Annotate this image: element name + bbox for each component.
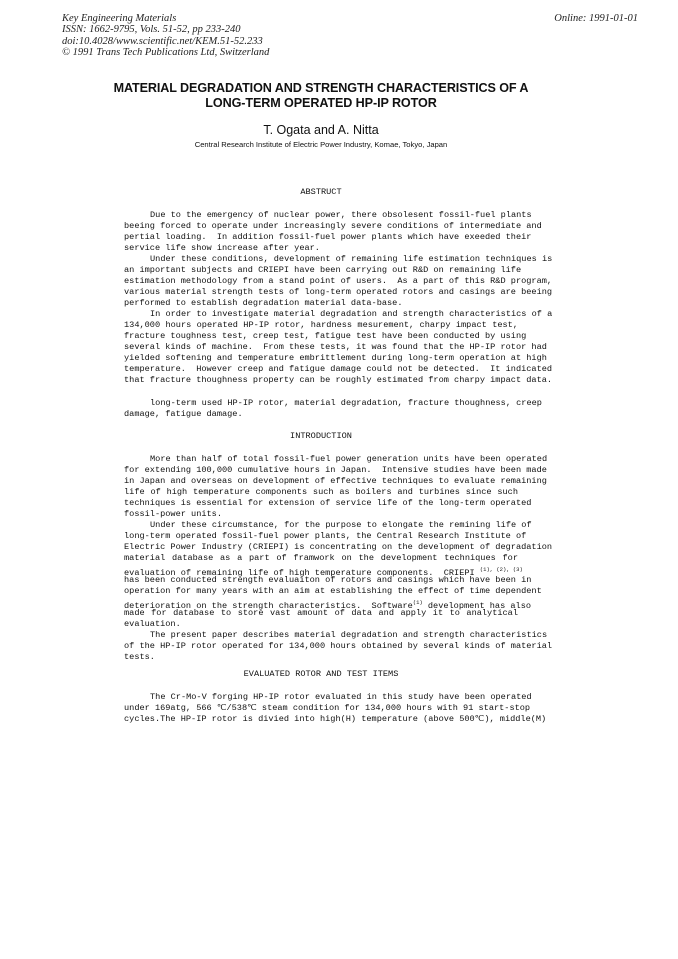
text-line: beeing forced to operate under increasingly severe conditions of intermediate and bbox=[124, 221, 542, 232]
text-line: that fracture thoughness property can be roughly estimated from charpy impact data. bbox=[124, 375, 553, 386]
citation-refs: (1), (2), (3) bbox=[479, 566, 523, 574]
doi: doi:10.4028/www.scientific.net/KEM.51-52.233 bbox=[62, 35, 263, 47]
text-line: material database as a part of framwork on the development techniques for bbox=[124, 553, 518, 564]
text-line: tests. bbox=[124, 652, 155, 663]
text-line: The Cr-Mo-V forging HP-IP rotor evaluated in this study have been operated bbox=[150, 692, 532, 702]
text-line: In order to investigate material degradation and strength characteristics of a bbox=[150, 309, 553, 319]
text-line: made for database to store vast amount of data and apply it to analytical bbox=[124, 608, 518, 619]
text-line: Under these conditions, development of remaining life estimation techniques is bbox=[150, 254, 553, 264]
online-date: Online: 1991-01-01 bbox=[554, 13, 638, 24]
text-line: has been conducted strength evaluaiton of rotors and casings which have been in bbox=[124, 575, 532, 586]
text-fragment: evaluation of remaining life of high temperature components. CRIEPI bbox=[124, 568, 475, 579]
text-line: More than half of total fossil-fuel power generation units have been operated bbox=[150, 454, 548, 464]
text-line: performed to establish degradation material data-base. bbox=[124, 298, 403, 309]
text-line: estimation methodology from a stand point of users. As a part of this R&D program, bbox=[124, 276, 553, 287]
paper-title bbox=[0, 81, 642, 111]
title-line-1: MATERIAL DEGRADATION AND STRENGTH CHARACTERISTICS OF A bbox=[113, 81, 529, 95]
affiliation: Central Research Institute of Electric Power Industry, Komae, Tokyo, Japan bbox=[194, 140, 448, 149]
text-line: Under these circumstance, for the purpose to elongate the remining life of bbox=[150, 520, 532, 530]
text-line: Electric Power Industry (CRIEPI) is concentrating on the development of degradation bbox=[124, 542, 553, 553]
introduction-paragraph-1 bbox=[124, 454, 548, 520]
text-line: yielded softening and temperature embrittlement during long-term operation at high bbox=[124, 353, 547, 364]
introduction-paragraph-2 bbox=[124, 520, 553, 630]
evaluated-paragraph-1 bbox=[124, 692, 547, 725]
text-line: life of high temperature components such as boilers and turbines since such bbox=[124, 487, 518, 498]
text-line: several kinds of machine. From these tests, it was found that the HP-IP rotor had bbox=[124, 342, 547, 353]
text-line: long-term operated fossil-fuel power plants, the Central Research Institute of bbox=[124, 531, 527, 542]
title-line-2: LONG-TERM OPERATED HP-IP ROTOR bbox=[205, 96, 437, 110]
text-line: cycles.The HP-IP rotor is divied into high(H) temperature (above 500℃), middle(M) bbox=[124, 714, 547, 725]
text-line: The present paper describes material degradation and strength characteristics bbox=[150, 630, 548, 640]
text-line: service life show increase after year. bbox=[124, 243, 320, 254]
publication-metadata bbox=[62, 13, 269, 59]
text-line: for extending 100,000 cumulative hours in Japan. Intensive studies have been made bbox=[124, 465, 547, 476]
text-line: fossil-power units. bbox=[124, 509, 222, 520]
introduction-paragraph-3 bbox=[124, 630, 553, 663]
text-fragment: deterioration on the strength characteristics. Software bbox=[124, 601, 413, 612]
citation-ref: (1) bbox=[412, 599, 423, 607]
keywords bbox=[124, 398, 542, 420]
introduction-heading: INTRODUCTION bbox=[290, 431, 352, 441]
text-line: Due to the emergency of nuclear power, there obsolesent fossil-fuel plants bbox=[150, 210, 532, 220]
text-line: various material strength tests of long-term operated rotors and casings are beeing bbox=[124, 287, 553, 298]
abstract-heading: ABSTRUCT bbox=[300, 187, 342, 197]
copyright: © 1991 Trans Tech Publications Ltd, Switzerland bbox=[62, 47, 270, 59]
abstract-paragraph-2 bbox=[124, 254, 553, 309]
journal-name: Key Engineering Materials bbox=[62, 13, 177, 24]
evaluated-heading: EVALUATED ROTOR AND TEST ITEMS bbox=[243, 669, 399, 679]
text-line bbox=[124, 597, 532, 612]
text-line: under 169atg, 566 ℃/538℃ steam condition for 134,000 hours with 91 start-stop bbox=[124, 703, 531, 714]
text-line: in Japan and overseas on development of effective techniques to evaluate remaining bbox=[124, 476, 547, 487]
text-line: pertial loading. In addition fossil-fuel power plants which have exeeded their bbox=[124, 232, 532, 243]
abstract-paragraph-1 bbox=[124, 210, 542, 254]
text-line: of the HP-IP rotor operated for 134,000 hours obtained by several kinds of material bbox=[124, 641, 553, 652]
text-line: 134,000 hours operated HP-IP rotor, hardness mesurement, charpy impact test, bbox=[124, 320, 518, 331]
text-line: evaluation. bbox=[124, 619, 181, 630]
text-line: damage, fatigue damage. bbox=[124, 409, 243, 420]
abstract-paragraph-3 bbox=[124, 309, 553, 386]
authors: T. Ogata and A. Nitta bbox=[263, 123, 379, 137]
text-line: temperature. However creep and fatigue damage could not be detected. It indicated bbox=[124, 364, 553, 375]
text-fragment: development has also bbox=[422, 601, 532, 612]
text-line: operation for many years with an aim at establishing the effect of time dependent bbox=[124, 586, 542, 597]
text-line bbox=[124, 564, 523, 579]
text-line: long-term used HP-IP rotor, material degradation, fracture thoughness, creep bbox=[150, 398, 542, 408]
issn-volume-pages: ISSN: 1662-9795, Vols. 51-52, pp 233-240 bbox=[62, 24, 241, 36]
text-line: techniques is essential for extension of service life of the long-term operated bbox=[124, 498, 532, 509]
text-line: an important subjects and CRIEPI have been carrying out R&D on remaining life bbox=[124, 265, 522, 276]
text-line: fracture toughness test, creep test, fatigue test have been conducted by using bbox=[124, 331, 527, 342]
